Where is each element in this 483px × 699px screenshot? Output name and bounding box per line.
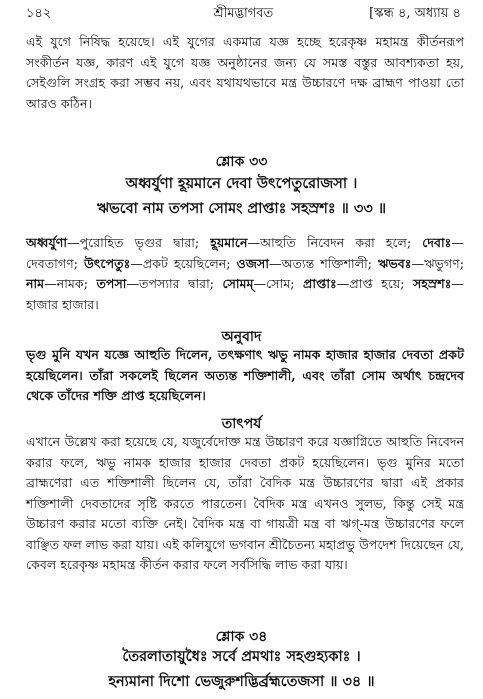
synonym-word: হূয়মানে: [210, 235, 248, 250]
synonym-meaning: আহুতি নিবেদন করা হলে;: [260, 235, 412, 250]
translation-heading: অনুবাদ: [221, 329, 262, 345]
synonym-word: অধ্বর্যুণা: [26, 235, 68, 250]
synonym-word: দেবাঃ: [422, 235, 452, 250]
purport-text: এখানে উল্লেখ করা হয়েছে যে, যজুর্বেদোক্ত মন্ত্র উচ্চারণ করে যজ্ঞাগ্নিতে আহুতি নিবেদন করার ফলে, ঋভু নামক হাজার হাজার দেবতা প্রকট হয়েছিলেন। ভৃগু মুনির মতো ব্রাহ্মণেরা এত শক্তিশালী ছিলেন যে, তাঁরা বৈদিক মন্ত্র উচ্চারণের দ্বারা এই প্রকার শক্তিশালী দেবতাদের সৃষ্টি করতে পারতেন। বৈদিক মন্ত্র এখনও সুলভ, কিন্তু সেই মন্ত্র উচ্চারণ করার মতো ব্যক্তি নেই। বৈদিক মন্ত্র বা গায়ত্রী মন্ত্র বা ঋগ্-মন্ত্র উচ্চারণের ফলে বাঞ্ছিত ফল লাভ করা যায়। এই কলিযুগে ভগবান শ্রীচৈতন্য মহাপ্রভু উপদেশ দিয়েছেন যে, কেবল হরেকৃষ্ণ মহামন্ত্র কীর্তন করার ফলে সর্বসিদ্ধি লাভ করা যায়।: [26, 434, 464, 572]
synonym-word: নাম: [26, 276, 45, 291]
synonym-meaning: পুরোহিত ভৃগুর দ্বারা;: [79, 235, 200, 250]
page-number: ১৪২: [26, 6, 52, 21]
book-title: শ্রীমদ্ভাগবত: [213, 6, 274, 21]
synonym-entry: ঋভবঃ—ঋভুগণ;: [377, 255, 464, 271]
synonyms-paragraph: [26, 233, 464, 315]
synonym-entry: হূয়মানে—আহুতি নিবেদন করা হলে;: [210, 235, 412, 250]
verse-34-line-1: তৈরলাতায়ুধৈঃ সর্বে প্রমথাঃ সহগুহ্যকাঃ ।: [122, 648, 361, 665]
synonym-word: তপসা: [96, 276, 127, 291]
section-reference: [স্কন্ধ ৪, অধ্যায় ৪: [369, 6, 461, 21]
synonym-entry: নাম—নামক;: [26, 276, 88, 291]
synonym-meaning: নামক;: [56, 276, 88, 291]
synonym-entry: সোমম্—সোম;: [222, 276, 295, 291]
synonym-entry: সহস্রশঃ—হাজার হাজার।: [26, 276, 465, 312]
synonym-meaning: ঋভুগণ;: [424, 255, 464, 271]
synonym-word: প্রাপ্তাঃ: [302, 276, 337, 291]
synonym-word: ঋভবঃ: [377, 255, 412, 271]
verse-33-heading: শ্লোক ৩৩: [215, 154, 268, 170]
synonym-meaning: অত্যন্ত শক্তিশালী;: [281, 255, 372, 271]
translation-text: ভৃগু মুনি যখন যজ্ঞে আহুতি দিলেন, তৎক্ষণাৎ ঋভু নামক হাজার হাজার দেবতা প্রকট হয়েছিলেন। তাঁরা সকলেই ছিলেন অত্যন্ত শক্তিশালী, এবং তাঁরা সোম অর্থাৎ চন্দ্রদেব থেকে তাঁদের শক্তি প্রাপ্ত হয়েছিলেন।: [26, 347, 464, 403]
intro-paragraph: এই যুগে নিষিদ্ধ হয়েছে। এই যুগের একমাত্র যজ্ঞ হচ্ছে হরেকৃষ্ণ মহামন্ত্র কীর্তনরূপ সংকীর্তন যজ্ঞ, কারণ এই যুগে যজ্ঞ অনুষ্ঠানের জন্য যে সমস্ত বস্তুর আবশ্যকতা হয়, সেইগুলি সংগ্রহ করা সম্ভব নয়, এবং যথাযথভাবে মন্ত্র উচ্চারণে দক্ষ ব্রাহ্মণ পাওয়া তো আরও কঠিন।: [26, 34, 464, 111]
page-header: [26, 4, 461, 24]
synonym-meaning: প্রাপ্ত হয়ে;: [349, 276, 405, 291]
synonym-entry: তপসা—তপস্যার দ্বারা;: [96, 276, 214, 291]
verse-33-line-2: ঋভবো নাম তপসা সোমং প্রাপ্তাঃ সহস্রশঃ ॥ ৩৩ ॥: [96, 200, 387, 217]
synonym-entry: উৎপেতুঃ—প্রকট হয়েছিলেন;: [83, 255, 231, 271]
synonym-word: উৎপেতুঃ: [83, 255, 131, 271]
synonym-entry: অধ্বর্যুণা—পুরোহিত ভৃগুর দ্বারা;: [26, 235, 200, 250]
verse-34-heading: শ্লোক ৩৪: [215, 629, 268, 645]
verse-34-line-2: হন্যমানা দিশো ভেজুরুশদ্ভির্ব্রহ্মতেজসা ॥ ৩৪ ॥: [108, 673, 375, 690]
synonym-entry: প্রাপ্তাঃ—প্রাপ্ত হয়ে;: [302, 276, 405, 291]
synonym-word: সোমম্: [222, 276, 254, 291]
synonym-entry: ওজসা—অত্যন্ত শক্তিশালী;: [236, 255, 372, 271]
purport-heading: তাৎপর্য: [221, 416, 262, 432]
synonym-word: ওজসা: [236, 255, 270, 271]
synonym-meaning: সোম;: [266, 276, 295, 291]
synonym-meaning: দেবতাগণ;: [26, 255, 78, 271]
synonym-meaning: প্রকট হয়েছিলেন;: [142, 255, 231, 271]
verse-33-line-1: অধ্বর্যুণা হূয়মানে দেবা উৎপেতুরোজসা ।: [125, 175, 358, 192]
synonym-word: সহস্রশঃ: [412, 276, 452, 291]
synonym-meaning: হাজার হাজার।: [26, 296, 99, 312]
synonym-meaning: তপস্যার দ্বারা;: [139, 276, 214, 291]
synonym-entry: দেবাঃ—দেবতাগণ;: [26, 235, 464, 271]
